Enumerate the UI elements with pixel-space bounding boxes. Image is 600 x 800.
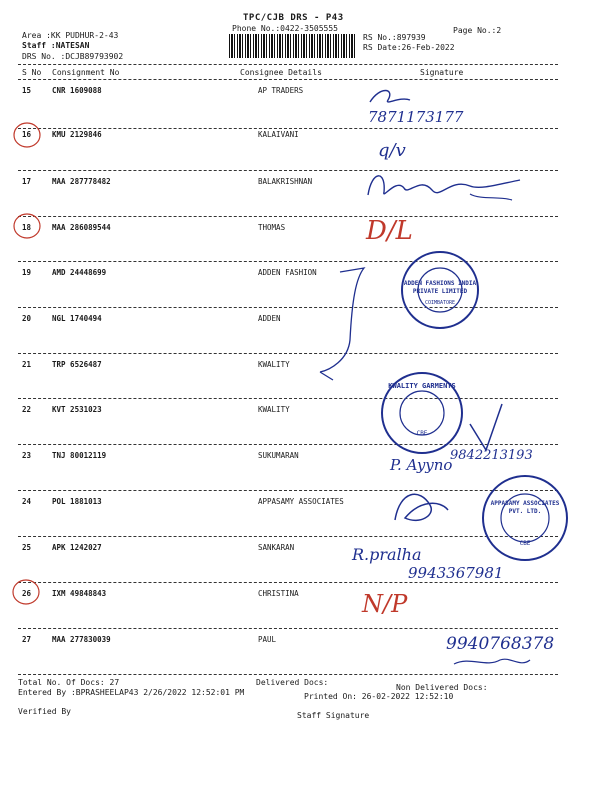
handwritten-np-mark: N/P xyxy=(362,590,408,618)
signature xyxy=(470,194,512,200)
row-consignment: CNR 1609088 xyxy=(52,86,102,95)
document-title: TPC/CJB DRS - P43 xyxy=(243,13,344,23)
row-sno: 21 xyxy=(22,360,32,369)
signature xyxy=(320,268,364,380)
signature xyxy=(370,91,410,103)
row-consignment: MAA 287778482 xyxy=(52,177,111,186)
row-consignment: AMD 24448699 xyxy=(52,268,107,277)
row-sno: 23 xyxy=(22,451,32,460)
row-consignee: SUKUMARAN xyxy=(258,451,299,460)
non-delivered-docs: Non Delivered Docs: xyxy=(396,683,488,692)
row-consignee: KWALITY xyxy=(258,360,290,369)
signature xyxy=(470,404,502,450)
row-consignee: PAUL xyxy=(258,635,277,644)
row-consignee: SANKARAN xyxy=(258,543,295,552)
printed-on: Printed On: 26-02-2022 12:52:10 xyxy=(304,692,454,701)
row-consignee: CHRISTINA xyxy=(258,589,299,598)
staff-label: Staff :NATESAN xyxy=(22,41,90,50)
delivered-docs: Delivered Docs: xyxy=(256,678,329,687)
col-sno: S No xyxy=(22,68,42,77)
stamp-text: CBE xyxy=(416,430,428,437)
signature xyxy=(368,176,520,195)
row-consignee: THOMAS xyxy=(258,223,286,232)
stamp-text: ADDEN FASHIONS INDIA PRIVATE LIMITED xyxy=(403,280,477,295)
row-consignment: APK 1242027 xyxy=(52,543,102,552)
stamp-text: COIMBATORE xyxy=(424,300,456,306)
row-sno: 19 xyxy=(22,268,32,277)
circle-mark xyxy=(14,214,40,238)
row-consignment: MAA 286089544 xyxy=(52,223,111,232)
handwritten-phone: 7871173177 xyxy=(368,108,464,126)
stamp-text: APPASAMY ASSOCIATES PVT. LTD. xyxy=(490,500,560,515)
area-label: Area :KK PUDHUR-2-43 xyxy=(22,31,119,40)
row-sno: 18 xyxy=(22,223,32,232)
total-docs: Total No. Of Docs: 27 xyxy=(18,678,120,687)
phone-number: Phone No.:0422-3505555 xyxy=(232,24,338,33)
drs-number: DRS No. :DCJB89793902 xyxy=(22,52,124,61)
row-sno: 27 xyxy=(22,635,32,644)
row-consignee: APPASAMY ASSOCIATES xyxy=(258,497,344,506)
rs-date: RS Date:26-Feb-2022 xyxy=(363,43,455,52)
handwritten-mark: q/v xyxy=(378,140,406,161)
row-sno: 25 xyxy=(22,543,32,552)
circle-mark xyxy=(14,123,40,147)
handwritten-phone: 9943367981 xyxy=(408,564,504,582)
row-consignee: KWALITY xyxy=(258,405,290,414)
row-consignee: ADDEN xyxy=(258,314,281,323)
handwritten-phone: 9940768378 xyxy=(446,634,555,654)
col-signature: Signature xyxy=(420,68,464,77)
col-consignment: Consignment No xyxy=(52,68,120,77)
row-sno: 24 xyxy=(22,497,32,506)
company-stamp xyxy=(483,476,567,560)
row-consignee: ADDEN FASHION xyxy=(258,268,317,277)
row-sno: 15 xyxy=(22,86,32,95)
handwritten-phone: 9842213193 xyxy=(450,448,533,463)
row-consignment: IXM 49848843 xyxy=(52,589,107,598)
row-consignment: TNJ 80012119 xyxy=(52,451,107,460)
handwritten-name: P. Ayyno xyxy=(390,456,453,474)
row-consignment: POL 1881013 xyxy=(52,497,102,506)
row-consignee: AP TRADERS xyxy=(258,86,304,95)
page-number: Page No.:2 xyxy=(453,26,502,35)
row-consignment: MAA 277830039 xyxy=(52,635,111,644)
row-consignee: BALAKRISHNAN xyxy=(258,177,313,186)
row-sno: 17 xyxy=(22,177,32,186)
handwritten-dl-mark: D/L xyxy=(366,216,413,246)
rs-number: RS No.:897939 xyxy=(363,33,426,42)
row-sno: 26 xyxy=(22,589,32,598)
row-sno: 16 xyxy=(22,130,32,139)
stamp-text: CBE xyxy=(519,540,531,547)
col-consignee: Consignee Details xyxy=(240,68,322,77)
entered-by: Entered By :BPRASHEELAP43 2/26/2022 12:52:01 PM xyxy=(18,688,245,697)
stamp-text: KWALITY GARMENTS xyxy=(388,382,456,390)
row-consignment: KVT 2531023 xyxy=(52,405,102,414)
handwritten-name: R.pralha xyxy=(352,545,422,564)
staff-signature-label: Staff Signature xyxy=(297,711,370,720)
row-consignment: NGL 1740494 xyxy=(52,314,102,323)
signature xyxy=(395,494,448,520)
row-sno: 20 xyxy=(22,314,32,323)
row-consignee: KALAIVANI xyxy=(258,130,299,139)
circle-mark xyxy=(13,580,39,604)
row-consignment: KMU 2129846 xyxy=(52,130,102,139)
verified-by: Verified By xyxy=(18,707,71,716)
row-sno: 22 xyxy=(22,405,32,414)
row-consignment: TRP 6526487 xyxy=(52,360,102,369)
signature xyxy=(454,659,530,664)
